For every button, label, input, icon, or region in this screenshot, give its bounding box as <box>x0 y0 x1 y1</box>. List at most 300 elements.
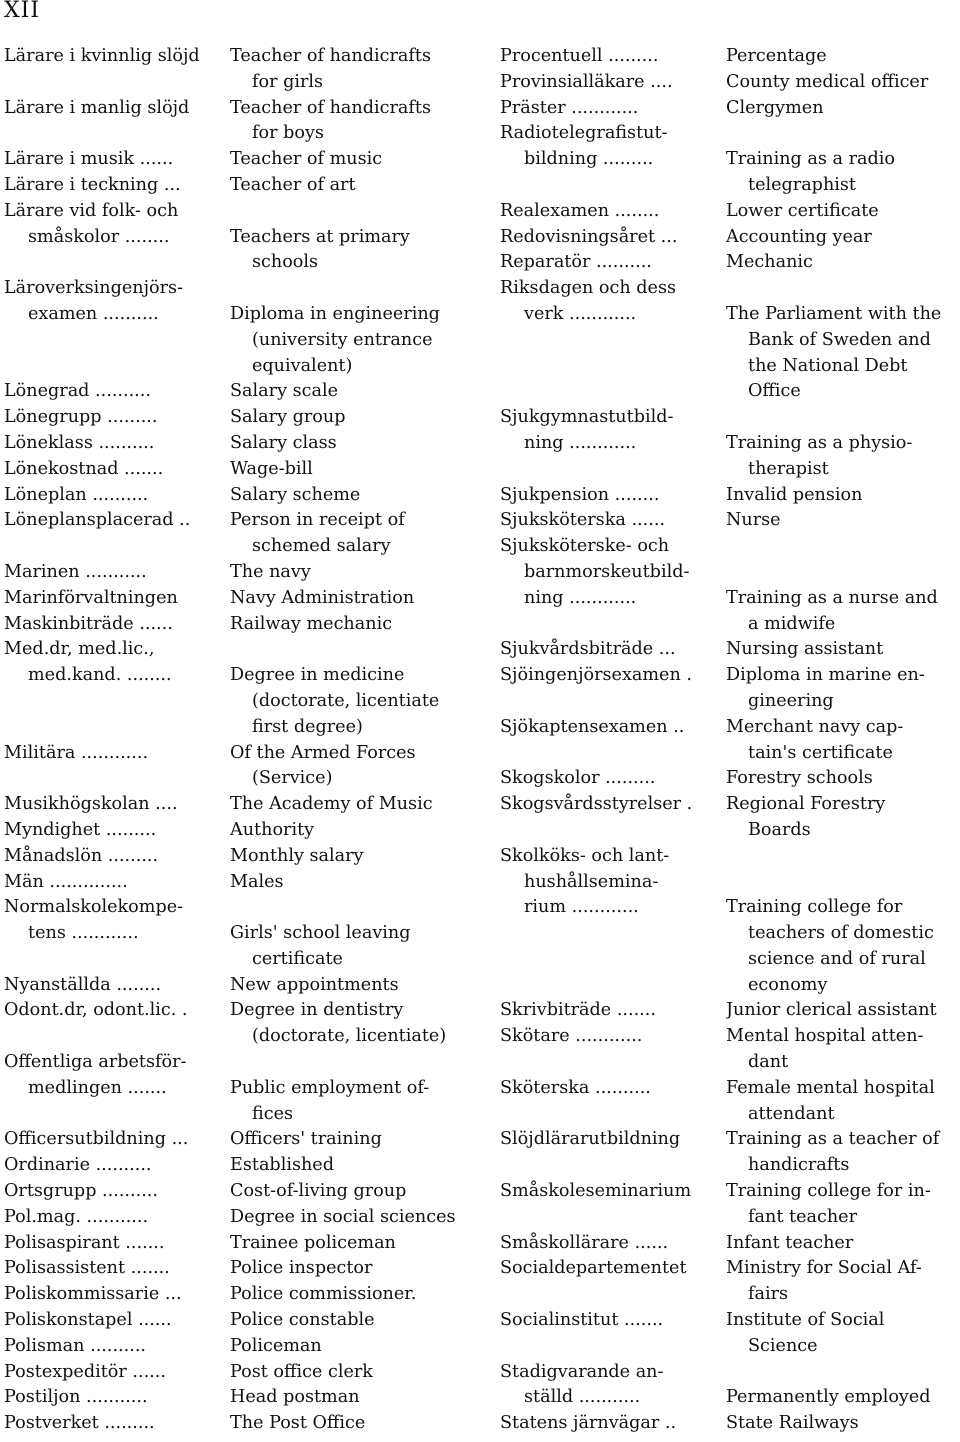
glossary-entry <box>4 1127 484 1153</box>
english-translation <box>230 870 466 896</box>
glossary-entry <box>4 560 484 586</box>
glossary-entry <box>500 715 960 767</box>
english-translation <box>230 818 466 844</box>
english-translation <box>726 250 956 276</box>
swedish-term-line: ning ............ <box>524 432 637 453</box>
english-translation <box>726 1127 956 1179</box>
english-translation-line: The Parliament with the <box>726 303 942 324</box>
glossary-entry <box>500 483 960 509</box>
glossary-entry <box>4 792 484 818</box>
glossary-entry <box>500 637 960 663</box>
english-translation-line: New appointments <box>230 974 399 995</box>
english-translation-line: The Academy of Music <box>230 794 433 815</box>
swedish-term <box>4 818 230 844</box>
swedish-term-line: Skolköks- och lant- <box>500 845 670 866</box>
swedish-term-line: Polisaspirant ....... <box>4 1232 165 1253</box>
glossary-entry <box>4 276 484 379</box>
swedish-term-line: Poliskommissarie ... <box>4 1284 182 1305</box>
english-translation-line: Junior clerical assistant <box>726 1000 937 1021</box>
english-translation-line: Office <box>748 381 801 402</box>
english-translation <box>726 1231 956 1257</box>
english-translation <box>230 998 466 1050</box>
swedish-term <box>500 1127 726 1153</box>
english-translation-line: Teachers at primary <box>230 226 410 247</box>
glossary-entry <box>500 1179 960 1231</box>
english-translation <box>726 96 956 122</box>
glossary-entry <box>500 225 960 251</box>
english-translation <box>230 973 466 999</box>
glossary-entry <box>4 741 484 793</box>
swedish-term-line: Läroverksingenjörs- <box>4 278 184 299</box>
swedish-term-line: Lärare i musik ...... <box>4 149 174 170</box>
english-translation <box>726 70 956 96</box>
glossary-entry <box>4 96 484 148</box>
english-translation-line: equivalent) <box>252 355 353 376</box>
english-translation-line: Merchant navy cap- <box>726 716 904 737</box>
swedish-term-line: Lärare i manlig slöjd <box>4 97 190 118</box>
glossary-entry <box>500 534 960 637</box>
swedish-term <box>4 1231 230 1257</box>
swedish-term <box>500 1308 726 1334</box>
swedish-term-line: Odont.dr, odont.lic. . <box>4 1000 188 1021</box>
english-translation-line: for girls <box>252 71 324 92</box>
swedish-term <box>4 612 230 638</box>
swedish-term-line: Månadslön ......... <box>4 845 159 866</box>
swedish-term-line: Med.dr, med.lic., <box>4 639 155 660</box>
glossary-entry <box>4 147 484 173</box>
swedish-term-line: Sjukvårdsbiträde ... <box>500 639 676 660</box>
swedish-term <box>4 1334 230 1360</box>
glossary-entry <box>4 1411 484 1437</box>
english-translation-line: Person in receipt of <box>230 510 405 531</box>
english-translation <box>726 1360 956 1412</box>
swedish-term <box>4 1360 230 1386</box>
swedish-term-line: Sjuksköterske- och <box>500 536 670 557</box>
english-translation-line: Navy Administration <box>230 587 415 608</box>
glossary-entry <box>4 1256 484 1282</box>
swedish-term-line: Pol.mag. ........... <box>4 1206 149 1227</box>
swedish-term <box>4 741 230 767</box>
english-translation <box>230 508 466 560</box>
english-translation <box>230 379 466 405</box>
english-translation <box>726 225 956 251</box>
english-translation <box>230 276 466 379</box>
english-translation-line: Female mental hospital <box>726 1077 935 1098</box>
english-translation-line: (doctorate, licentiate) <box>252 1026 447 1047</box>
english-translation-line: gineering <box>748 690 834 711</box>
english-translation <box>230 1050 466 1127</box>
swedish-term <box>4 1282 230 1308</box>
swedish-term-line: Officersutbildning ... <box>4 1129 189 1150</box>
english-translation <box>230 1334 466 1360</box>
swedish-term-line: bildning ......... <box>524 149 654 170</box>
english-translation <box>230 844 466 870</box>
swedish-term-line: Lärare i teckning ... <box>4 174 181 195</box>
swedish-term <box>500 405 726 457</box>
glossary-entry <box>500 508 960 534</box>
english-translation <box>230 741 466 793</box>
swedish-term <box>4 870 230 896</box>
english-translation <box>726 508 956 534</box>
english-translation <box>230 792 466 818</box>
glossary-entry <box>4 586 484 612</box>
glossary-entry <box>500 1231 960 1257</box>
english-translation-line: Lower certificate <box>726 200 879 221</box>
english-translation-line: Trainee policeman <box>230 1232 396 1253</box>
english-translation-line: (university entrance <box>252 329 433 350</box>
english-translation-line: fices <box>252 1103 294 1124</box>
glossary-entry <box>500 998 960 1024</box>
english-translation-line: a midwife <box>748 613 836 634</box>
english-translation <box>726 1076 956 1128</box>
swedish-term <box>500 1360 726 1412</box>
swedish-term <box>4 895 230 947</box>
swedish-term-line: småskolor ........ <box>28 226 170 247</box>
english-translation-line: Teacher of music <box>230 149 383 170</box>
english-translation <box>230 1411 466 1437</box>
swedish-term-line: Socialinstitut ....... <box>500 1310 664 1331</box>
swedish-term-line: med.kand. ........ <box>28 665 172 686</box>
english-translation-line: (doctorate, licentiate <box>252 690 440 711</box>
english-translation <box>230 199 466 276</box>
swedish-term <box>500 844 726 921</box>
english-translation-line <box>726 276 956 302</box>
swedish-term <box>500 663 726 689</box>
english-translation-line: Wage-bill <box>230 458 313 479</box>
swedish-term <box>4 844 230 870</box>
swedish-term <box>500 715 726 741</box>
swedish-term <box>4 405 230 431</box>
swedish-term <box>500 1076 726 1102</box>
swedish-term <box>500 70 726 96</box>
english-translation-line: Teacher of handicrafts <box>230 46 431 66</box>
english-translation <box>230 1256 466 1282</box>
swedish-term-line: verk ............ <box>524 303 637 324</box>
english-translation-line: Post office clerk <box>230 1361 373 1382</box>
glossary-left-column <box>4 44 484 1437</box>
english-translation-line: science and of rural <box>748 948 926 969</box>
english-translation-line: Training college for <box>726 897 903 918</box>
glossary-entry <box>500 405 960 482</box>
swedish-term-line: Småskollärare ...... <box>500 1232 669 1253</box>
english-translation <box>726 483 956 509</box>
glossary-entry <box>4 199 484 276</box>
glossary-entry <box>500 663 960 715</box>
swedish-term <box>500 121 726 173</box>
english-translation-line: Salary class <box>230 432 337 453</box>
glossary-entry <box>4 637 484 740</box>
swedish-term <box>4 1256 230 1282</box>
english-translation <box>230 405 466 431</box>
english-translation <box>726 1179 956 1231</box>
english-translation-line: (Service) <box>252 768 333 789</box>
swedish-term-line: Sjöingenjörsexamen . <box>500 665 692 686</box>
glossary-entry <box>4 1360 484 1386</box>
english-translation <box>726 405 956 482</box>
english-translation-line: Training as a physio- <box>726 432 913 453</box>
swedish-term-line: Löneklass .......... <box>4 432 155 453</box>
english-translation <box>726 792 956 844</box>
swedish-term <box>500 1179 726 1205</box>
glossary-entry <box>500 1360 960 1412</box>
swedish-term-line: Normalskolekompe- <box>4 897 184 918</box>
english-translation-line: Males <box>230 871 284 892</box>
swedish-term-line: Marinförvaltningen <box>4 587 178 608</box>
english-translation-line: Police inspector <box>230 1258 373 1279</box>
english-translation-line: Training as a radio <box>726 149 895 170</box>
glossary-entry <box>4 998 484 1050</box>
swedish-term <box>4 637 230 689</box>
swedish-term <box>4 560 230 586</box>
english-translation-line: certificate <box>252 948 343 969</box>
glossary-entry <box>4 818 484 844</box>
swedish-term-line: Sjökaptensexamen .. <box>500 716 685 737</box>
english-translation-line: Bank of Sweden and <box>748 329 931 350</box>
english-translation-line <box>726 1360 956 1386</box>
swedish-term-line: Ordinarie .......... <box>4 1155 152 1176</box>
glossary-entry <box>500 844 960 999</box>
glossary-entry <box>500 1127 960 1179</box>
english-translation-line: Teacher of handicrafts <box>230 97 431 118</box>
swedish-term <box>4 457 230 483</box>
english-translation <box>726 998 956 1024</box>
english-translation-line: Training college for in- <box>726 1181 931 1202</box>
english-translation <box>230 1360 466 1386</box>
glossary-entry <box>4 508 484 560</box>
swedish-term-line: Myndighet ......... <box>4 819 157 840</box>
english-translation <box>230 637 466 740</box>
english-translation-line: Nursing assistant <box>726 639 884 660</box>
glossary-entry <box>4 895 484 972</box>
swedish-term <box>4 586 230 612</box>
english-translation <box>230 457 466 483</box>
english-translation-line: Degree in medicine <box>230 665 405 686</box>
english-translation-line: Authority <box>230 819 315 840</box>
swedish-term-line: Stadigvarande an- <box>500 1361 664 1382</box>
english-translation-line: for boys <box>252 123 324 144</box>
english-translation-line: Science <box>748 1335 818 1356</box>
english-translation <box>726 1308 956 1360</box>
swedish-term-line: Skötare ............ <box>500 1026 643 1047</box>
swedish-term-line: Skrivbiträde ....... <box>500 1000 656 1021</box>
swedish-term-line: ställd ........... <box>524 1387 641 1408</box>
english-translation-line: Of the Armed Forces <box>230 742 416 763</box>
english-translation-line: therapist <box>748 458 829 479</box>
glossary-entry <box>4 431 484 457</box>
english-translation <box>726 766 956 792</box>
english-translation-line: Salary group <box>230 407 346 428</box>
swedish-term <box>500 637 726 663</box>
swedish-term-line: Lärare i kvinnlig slöjd <box>4 46 200 66</box>
glossary-entry <box>500 1308 960 1360</box>
swedish-term <box>4 1308 230 1334</box>
swedish-term-line: Postiljon ........... <box>4 1387 148 1408</box>
swedish-term-line: Radiotelegrafistut- <box>500 123 668 144</box>
english-translation <box>726 534 956 637</box>
swedish-term-line: Poliskonstapel ...... <box>4 1310 172 1331</box>
swedish-term-line: tens ............ <box>28 923 139 944</box>
swedish-term-line: hushållsemina- <box>524 871 659 892</box>
swedish-term-line: Män .............. <box>4 871 128 892</box>
swedish-term-line: Skogsvårdsstyrelser . <box>500 794 693 815</box>
glossary-entry <box>4 1050 484 1127</box>
swedish-term <box>500 792 726 818</box>
english-translation-line: Girls' school leaving <box>230 923 411 944</box>
english-translation-line: Mental hospital atten- <box>726 1026 924 1047</box>
swedish-term-line: Sjuksköterska ...... <box>500 510 666 531</box>
english-translation-line: schools <box>252 252 319 273</box>
glossary-entry <box>4 1385 484 1411</box>
english-translation-line: Invalid pension <box>726 484 863 505</box>
swedish-term-line: Reparatör .......... <box>500 252 652 273</box>
english-translation <box>230 1385 466 1411</box>
english-translation <box>726 1411 956 1437</box>
swedish-term-line: medlingen ....... <box>28 1077 167 1098</box>
glossary-entry <box>4 483 484 509</box>
swedish-term <box>4 1411 230 1437</box>
english-translation <box>230 1179 466 1205</box>
english-translation <box>230 1127 466 1153</box>
english-translation-line: the National Debt <box>748 355 908 376</box>
english-translation <box>230 44 466 96</box>
glossary-entry <box>4 1308 484 1334</box>
swedish-term-line: Sköterska .......... <box>500 1077 651 1098</box>
english-translation-line: Monthly salary <box>230 845 364 866</box>
swedish-term <box>500 1256 726 1282</box>
swedish-term-line: Nyanställda ........ <box>4 974 162 995</box>
glossary-entry <box>500 1024 960 1076</box>
swedish-term-line: Löneplansplacerad .. <box>4 510 191 531</box>
swedish-term <box>500 508 726 534</box>
english-translation <box>230 612 466 638</box>
english-translation <box>230 1153 466 1179</box>
english-translation-line <box>726 534 956 560</box>
swedish-term <box>500 225 726 251</box>
swedish-term-line: Polisassistent ....... <box>4 1258 170 1279</box>
english-translation-line: Accounting year <box>726 226 872 247</box>
glossary-entry <box>4 379 484 405</box>
swedish-term <box>4 147 230 173</box>
swedish-term <box>4 508 230 534</box>
swedish-term-line: rium ............ <box>524 897 639 918</box>
english-translation <box>726 1024 956 1076</box>
english-translation <box>726 276 956 405</box>
english-translation <box>726 663 956 715</box>
glossary-entry <box>4 405 484 431</box>
swedish-term <box>4 173 230 199</box>
swedish-term <box>4 431 230 457</box>
english-translation-line: Mechanic <box>726 252 813 273</box>
english-translation-line: Cost-of-living group <box>230 1181 407 1202</box>
english-translation-line: tain's certificate <box>748 742 893 763</box>
english-translation-line: Forestry schools <box>726 768 873 789</box>
glossary-entry <box>4 457 484 483</box>
swedish-term <box>4 1050 230 1102</box>
glossary-entry <box>4 612 484 638</box>
english-translation-line: Degree in social sciences <box>230 1206 456 1227</box>
glossary-entry <box>4 1179 484 1205</box>
english-translation <box>726 199 956 225</box>
swedish-term-line: Redovisningsåret ... <box>500 226 678 247</box>
glossary-entry <box>4 870 484 896</box>
english-translation-line: County medical officer <box>726 71 929 92</box>
swedish-term <box>500 1411 726 1437</box>
swedish-term <box>4 1153 230 1179</box>
english-translation-line <box>230 895 466 921</box>
english-translation-line: Clergymen <box>726 97 824 118</box>
glossary-entry <box>4 1231 484 1257</box>
glossary-entry <box>500 199 960 225</box>
swedish-term-line: Provinsialläkare .... <box>500 71 673 92</box>
swedish-term-line: Realexamen ........ <box>500 200 660 221</box>
swedish-term <box>4 792 230 818</box>
glossary-entry <box>4 173 484 199</box>
swedish-term-line: barnmorskeutbild- <box>524 561 690 582</box>
swedish-term-line: Offentliga arbetsför- <box>4 1052 187 1073</box>
english-translation-line: Salary scale <box>230 381 339 402</box>
swedish-term-line: Postverket ......... <box>4 1413 155 1434</box>
english-translation-line: Police constable <box>230 1310 375 1331</box>
swedish-term <box>4 1179 230 1205</box>
english-translation-line: fairs <box>748 1284 789 1305</box>
swedish-term-line: Lärare vid folk- och <box>4 200 179 221</box>
glossary-entry <box>500 1256 960 1308</box>
english-translation <box>726 44 956 70</box>
swedish-term <box>500 534 726 611</box>
swedish-term <box>500 483 726 509</box>
english-translation-line <box>726 405 956 431</box>
glossary-entry <box>500 70 960 96</box>
english-translation-line: Percentage <box>726 46 827 66</box>
swedish-term <box>4 998 230 1024</box>
swedish-term <box>500 199 726 225</box>
english-translation-line: attendant <box>748 1103 835 1124</box>
swedish-term-line: Maskinbiträde ...... <box>4 613 173 634</box>
swedish-term <box>500 44 726 70</box>
glossary-entry <box>4 1334 484 1360</box>
swedish-term-line: Sjukgymnastutbild- <box>500 407 674 428</box>
english-translation-line <box>726 870 956 896</box>
swedish-term <box>4 1127 230 1153</box>
english-translation-line: Public employment of- <box>230 1077 430 1098</box>
swedish-term-line: Marinen ........... <box>4 561 147 582</box>
english-translation <box>230 147 466 173</box>
english-translation-line: Diploma in engineering <box>230 303 440 324</box>
swedish-term-line: Lönekostnad ....... <box>4 458 164 479</box>
english-translation-line <box>230 276 466 302</box>
glossary-entry <box>500 44 960 70</box>
swedish-term-line: Lönegrad .......... <box>4 381 151 402</box>
glossary-entry <box>4 44 484 96</box>
swedish-term-line: Lönegrupp ......... <box>4 407 158 428</box>
english-translation <box>230 483 466 509</box>
glossary-entry <box>500 766 960 792</box>
english-translation-line: Nurse <box>726 510 781 531</box>
swedish-term-line: Postexpeditör ...... <box>4 1361 166 1382</box>
english-translation-line: Ministry for Social Af- <box>726 1258 922 1279</box>
swedish-term <box>4 483 230 509</box>
english-translation-line <box>230 199 466 225</box>
english-translation-line: Salary scheme <box>230 484 361 505</box>
swedish-term-line: Militära ............ <box>4 742 149 763</box>
english-translation-line: fant teacher <box>748 1206 857 1227</box>
english-translation-line <box>726 560 956 586</box>
english-translation-line: telegraphist <box>748 174 857 195</box>
english-translation-line: first degree) <box>252 716 363 737</box>
english-translation-line: Boards <box>748 819 811 840</box>
swedish-term <box>4 973 230 999</box>
english-translation-line: State Railways <box>726 1413 859 1434</box>
